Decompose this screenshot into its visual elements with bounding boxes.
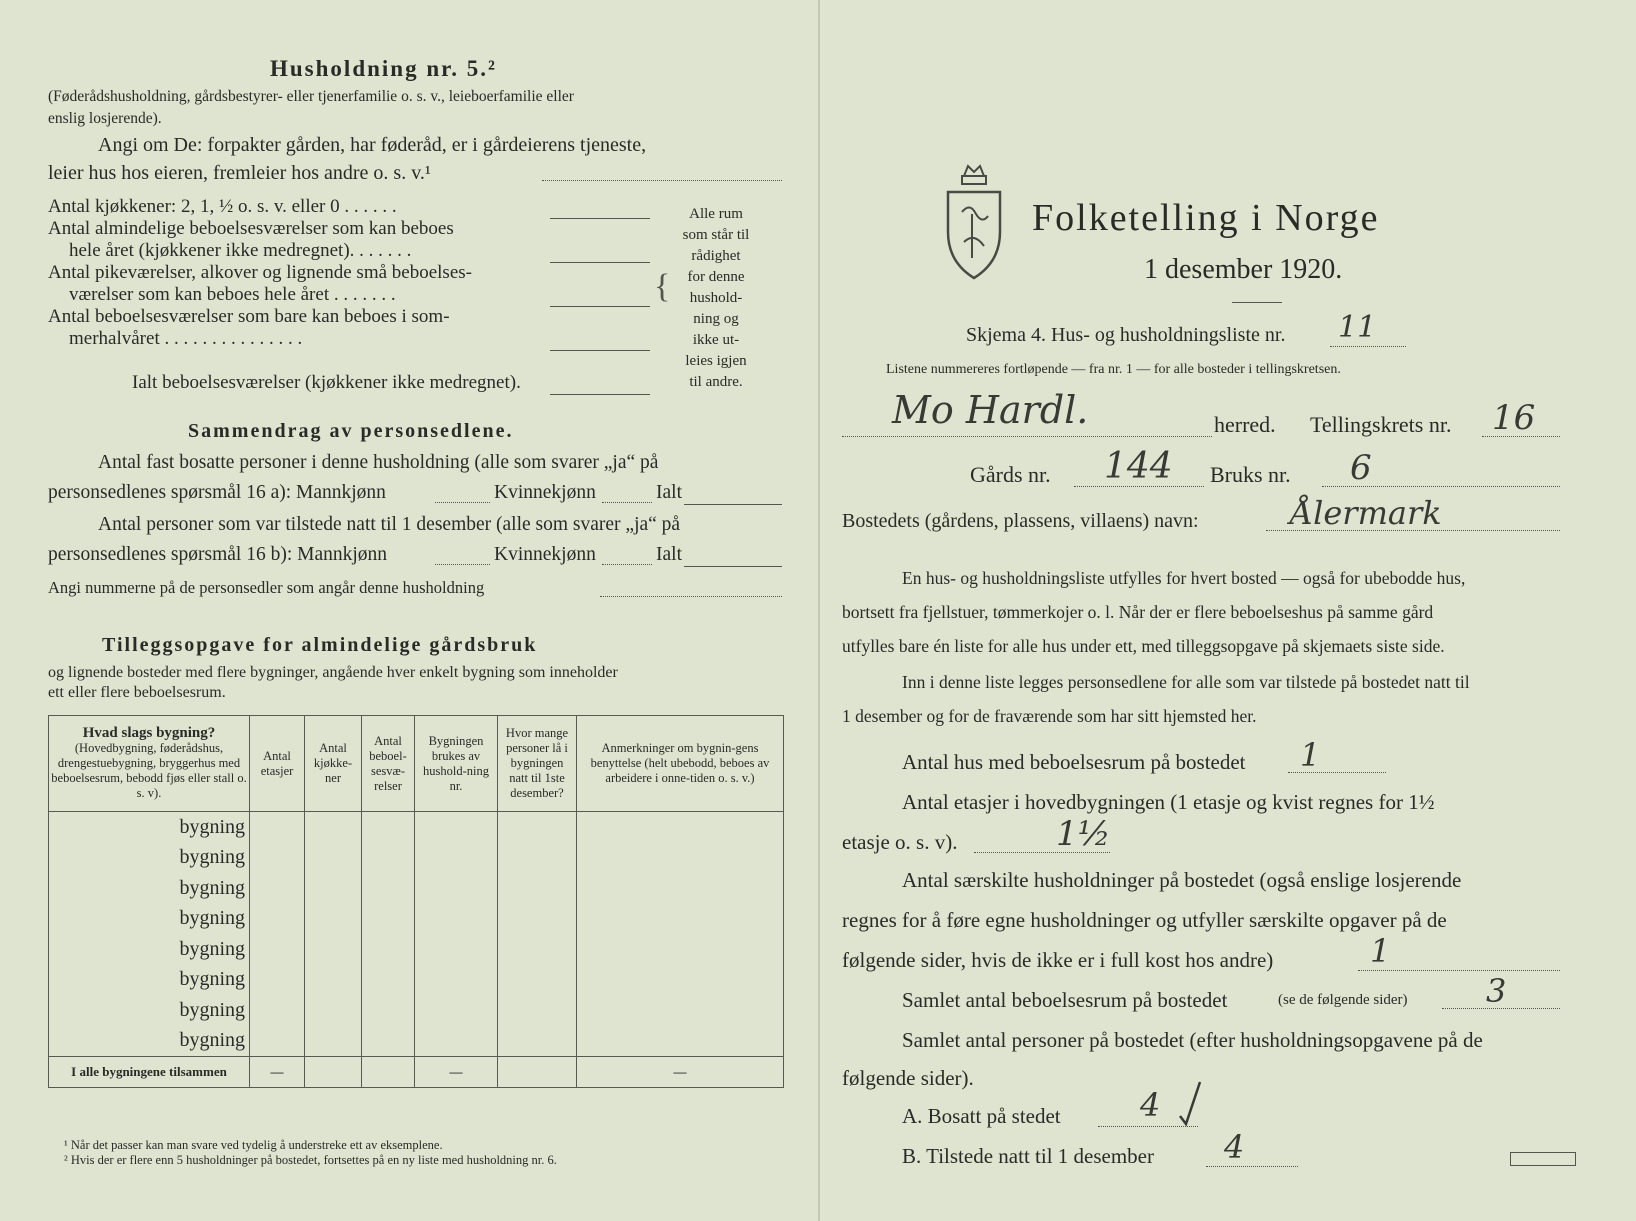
total-row: I alle bygningene tilsammen — — — — [49, 1057, 784, 1088]
form-date: 1 desember 1920. — [1144, 254, 1343, 285]
angi-numbers: Angi nummerne på de personsedler som angår denne husholdning — [48, 578, 485, 597]
checkmark-icon — [1178, 1080, 1204, 1128]
hus-value: 1 — [1300, 736, 1321, 774]
para2-line-2: 1 desember og for de fraværende som har sitt hjemsted her. — [842, 706, 1257, 726]
samlet-pers-line-2: følgende sider). — [842, 1066, 974, 1090]
footnote-2: ² Hvis der er flere enn 5 husholdninger på bostedet, fortsettes på en ny liste med husholdning nr. 6. — [64, 1153, 557, 1167]
col-persons: Hvor mange personer lå i bygningen natt til 1ste desember? — [498, 716, 577, 812]
bosatt-value: 4 — [1140, 1086, 1161, 1124]
building-table — [48, 715, 784, 1088]
hus-label: Antal hus med beboelsesrum på bostedet — [902, 750, 1246, 774]
table-row: bygning — [49, 995, 784, 1026]
household-desc-2: enslig losjerende). — [48, 110, 162, 127]
left-page — [42, 0, 784, 1221]
table-row: bygning — [49, 1026, 784, 1057]
col-household-no: Bygningen brukes av hushold-ning nr. — [415, 716, 498, 812]
col-kitchens: Antal kjøkke-ner — [305, 716, 362, 812]
skjema-value: 11 — [1338, 310, 1377, 345]
col-floors: Antal etasjer — [250, 716, 305, 812]
ialt-rooms-line: Ialt beboelsesværelser (kjøkkener ikke medregnet). — [132, 372, 521, 393]
samlet-pers-line-1: Samlet antal personer på bostedet (efter husholdningsopgavene på de — [902, 1028, 1483, 1052]
brace: { — [654, 268, 671, 305]
tilstede-value: 4 — [1224, 1128, 1245, 1166]
summary-1a: Antal fast bosatte personer i denne husholdning (alle som svarer „ja“ på — [98, 452, 659, 473]
household-title: Husholdning nr. 5.² — [270, 56, 497, 81]
etasjer-line-1: Antal etasjer i hovedbygningen (1 etasje og kvist regnes for 1½ — [902, 790, 1435, 814]
table-row: bygning — [49, 965, 784, 996]
table-row: bygning — [49, 904, 784, 935]
para1-line-2: bortsett fra fjellstuer, tømmerkojer o. l. Når der er flere beboelseshus på samme gård — [842, 602, 1434, 622]
footnote-1: ¹ Når det passer kan man svare ved tydelig å understreke ett av eksemplene. — [64, 1138, 443, 1152]
bosatt-label: A. Bosatt på stedet — [902, 1104, 1061, 1128]
maid-rooms-line-1: Antal pikeværelser, alkover og lignende små beboelses- — [48, 262, 472, 283]
rooms-line-1: Antal almindelige beboelsesværelser som kan beboes — [48, 218, 454, 239]
angi-line-2: leier hus hos eieren, fremleier hos andre o. s. v.¹ — [48, 162, 431, 184]
samlet-rum-note: (se de følgende sider) — [1278, 992, 1408, 1008]
bruks-label: Bruks nr. — [1210, 462, 1291, 487]
page-fold — [818, 0, 820, 1221]
samlet-rum-label: Samlet antal beboelsesrum på bostedet — [902, 988, 1228, 1012]
maid-rooms-line-2: værelser som kan beboes hele året . . . . . . . — [69, 284, 396, 305]
ialt-2: Ialt — [656, 544, 682, 565]
bruks-value: 6 — [1350, 448, 1372, 488]
saers-line-2: regnes for å føre egne husholdninger og utfyller særskilte opgaver på de — [842, 908, 1447, 932]
col-rooms: Antal beboel-sesvæ-relser — [362, 716, 415, 812]
tilstede-label: B. Tilstede natt til 1 desember — [902, 1144, 1154, 1168]
kvinne-1: Kvinnekjønn — [494, 482, 596, 503]
summary-2a: Antal personer som var tilstede natt til 1 desember (alle som svarer „ja“ på — [98, 514, 681, 535]
tillegg-desc-2: ett eller flere beboelsesrum. — [48, 684, 226, 701]
etasjer-value: 1½ — [1056, 814, 1111, 854]
tillegg-desc-1: og lignende bosteder med flere bygninger, angående hver enkelt bygning som inneholder — [48, 664, 618, 681]
col-remarks: Anmerkninger om bygnin-gens benyttelse (helt ubebodd, beboes av arbeidere i onne-tiden o. s. v.) — [577, 716, 784, 812]
rooms-line-2: hele året (kjøkkener ikke medregnet). . . . . . . — [69, 240, 412, 261]
bosted-value: Ålermark — [1290, 494, 1442, 532]
saers-line-3: følgende sider, hvis de ikke er i full kost hos andre) — [842, 948, 1274, 972]
kitchens-line: Antal kjøkkener: 2, 1, ½ o. s. v. eller 0 . . . . . . — [48, 196, 397, 217]
samlet-rum-value: 3 — [1486, 972, 1507, 1010]
printer-stamp — [1510, 1152, 1576, 1166]
summary-1b: personsedlenes spørsmål 16 a): Mannkjønn — [48, 482, 386, 503]
tellingskrets-label: Tellingskrets nr. — [1310, 412, 1452, 437]
gards-value: 144 — [1104, 446, 1173, 487]
coat-of-arms-icon — [942, 162, 1006, 282]
side-note: Alle rum som står til rådighet for denne hushold- ning og ikke ut- leies igjen til andre. — [682, 206, 750, 390]
summer-rooms-line-2: merhalvåret . . . . . . . . . . . . . . . — [69, 328, 303, 349]
form-title: Folketelling i Norge — [1032, 197, 1380, 239]
herred-value: Mo Hardl. — [892, 388, 1089, 432]
tellingskrets-value: 16 — [1492, 398, 1536, 438]
kvinne-2: Kvinnekjønn — [494, 544, 596, 565]
summary-2b: personsedlenes spørsmål 16 b): Mannkjønn — [48, 544, 388, 565]
para1-line-3: utfylles bare én liste for alle hus under ett, med tilleggsopgave på skjemaets siste side. — [842, 636, 1445, 656]
saers-line-1: Antal særskilte husholdninger på bostedet (også enslige losjerende — [902, 868, 1462, 892]
para2-line-1: Inn i denne liste legges personsedlene for alle som var tilstede på bostedet natt til — [902, 672, 1470, 692]
saers-value: 1 — [1370, 932, 1391, 970]
gards-label: Gårds nr. — [970, 462, 1051, 487]
angi-line-1: Angi om De: forpakter gården, har føderåd, er i gårdeierens tjeneste, — [98, 134, 647, 156]
bosted-label: Bostedets (gårdens, plassens, villaens) navn: — [842, 510, 1199, 532]
table-row: bygning — [49, 873, 784, 904]
ialt-1: Ialt — [656, 482, 682, 503]
table-row: bygning — [49, 843, 784, 874]
etasjer-line-2: etasje o. s. v). — [842, 830, 958, 854]
col-building-type: Hvad slags bygning? (Hovedbygning, føderådshus, drengestuebygning, bryggerhus med beboelsesrum, bebodd fjøs eller stall o. s. v). — [49, 716, 250, 812]
table-row: bygning — [49, 934, 784, 965]
household-desc-1: (Føderådshusholdning, gårdsbestyrer- eller tjenerfamilie o. s. v., leieboerfamilie eller — [48, 88, 574, 105]
herred-label: herred. — [1214, 412, 1276, 437]
summer-rooms-line-1: Antal beboelsesværelser som bare kan beboes i som- — [48, 306, 450, 327]
skjema-label: Skjema 4. Hus- og husholdningsliste nr. — [966, 324, 1286, 346]
para1-line-1: En hus- og husholdningsliste utfylles for hvert bosted — også for ubebodde hus, — [902, 568, 1466, 588]
right-page — [842, 0, 1588, 1221]
listene-note: Listene nummereres fortløpende — fra nr. 1 — for alle bosteder i tellingskretsen. — [886, 362, 1341, 377]
tillegg-title: Tilleggsopgave for almindelige gårdsbruk — [102, 634, 538, 656]
table-row: bygning — [49, 812, 784, 843]
summary-title: Sammendrag av personsedlene. — [188, 420, 514, 442]
